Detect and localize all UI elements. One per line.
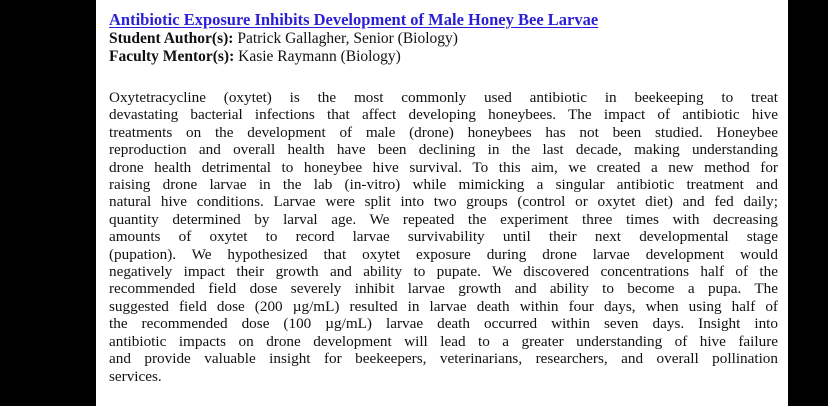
abstract-line: reproduction and overall health have been declining in the last decade, making understanding xyxy=(109,141,778,159)
abstract-line: devastating bacterial infections that affect developing honeybees. The impact of antibiotic hive xyxy=(109,106,778,124)
abstract-line: antibiotic impacts on drone development will lead to a greater understanding of hive failure xyxy=(109,332,778,350)
abstract-line: the recommended dose (100 µg/mL) larvae death occurred within seven days. Insight into xyxy=(109,315,778,333)
abstract-line: amounts of oxytet to record larvae survivability until their next developmental stage xyxy=(109,228,778,246)
abstract-line: quantity determined by larval age. We repeated the experiment three times with decreasing xyxy=(109,210,778,228)
abstract-line: and provide valuable insight for beekeepers, veterinarians, researchers, and overall pollination xyxy=(109,350,778,368)
abstract-line: Oxytetracycline (oxytet) is the most commonly used antibiotic in beekeeping to treat xyxy=(109,89,778,106)
abstract-line: recommended field dose severely inhibit larvae growth and ability to become a pupa. The xyxy=(109,280,778,298)
abstract-body xyxy=(109,89,778,385)
abstract-line: natural hive conditions. Larvae were split into two groups (control or oxytet diet) and fed daily; xyxy=(109,193,778,211)
student-authors-line xyxy=(109,30,778,48)
document-page xyxy=(96,0,788,406)
faculty-mentor-value: Kasie Raymann (Biology) xyxy=(238,48,401,65)
faculty-mentor-line xyxy=(109,48,778,66)
abstract-line: suggested field dose (200 µg/mL) resulted in larvae death within four days, when using half of xyxy=(109,297,778,315)
abstract-line: drone health detrimental to honeybee hive survival. To this aim, we created a new method for xyxy=(109,158,778,176)
abstract-line: negatively impact their growth and ability to pupate. We discovered concentrations half of the xyxy=(109,263,778,281)
abstract-line: (pupation). We hypothesized that oxytet exposure during drone larvae development would xyxy=(109,245,778,263)
faculty-mentor-label: Faculty Mentor(s): xyxy=(109,48,235,65)
student-authors-label: Student Author(s): xyxy=(109,30,234,47)
student-authors-value: Patrick Gallagher, Senior (Biology) xyxy=(237,30,458,47)
abstract-line: treatments on the development of male (drone) honeybees has not been studied. Honeybee xyxy=(109,123,778,141)
abstract-line: raising drone larvae in the lab (in-vitro) while mimicking a singular antibiotic treatment and xyxy=(109,176,778,194)
abstract-title-link[interactable]: Antibiotic Exposure Inhibits Development of Male Honey Bee Larvae xyxy=(109,10,599,29)
abstract-line: services. xyxy=(109,367,162,385)
